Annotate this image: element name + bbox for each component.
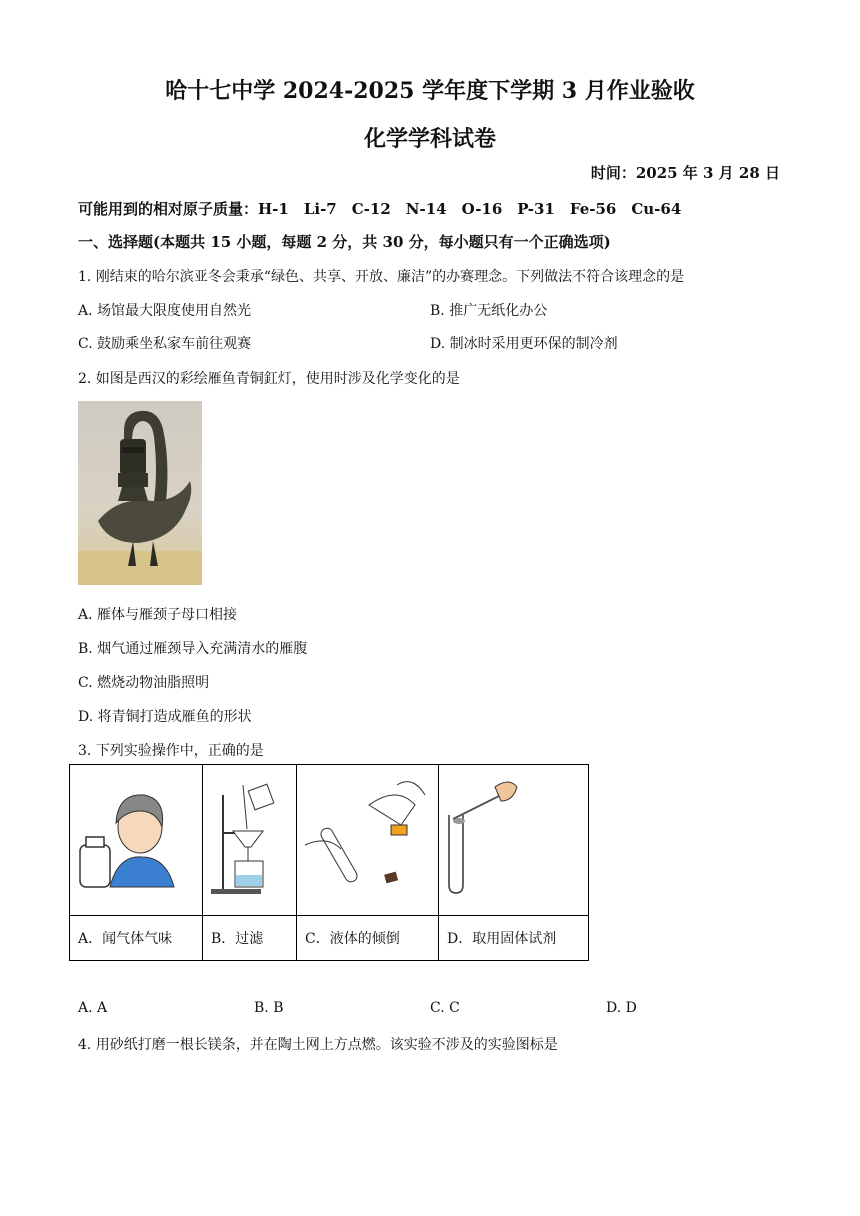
- q1-option-b: B. 推广无纸化办公: [430, 303, 548, 319]
- atomic-mass-line: 可能用到的相对原子质量：H-1 Li-7 C-12 N-14 O-16 P-31 Fe-56 Cu-64: [78, 200, 682, 218]
- q3-option-b: B. B: [254, 1000, 284, 1016]
- q1-option-c: C. 鼓励乘坐私家车前往观赛: [78, 336, 252, 352]
- q3-option-d: D. D: [606, 1000, 637, 1016]
- question-2-stem: 2. 如图是西汉的彩绘雁鱼青铜釭灯，使用时涉及化学变化的是: [78, 371, 460, 387]
- question-4-stem: 4. 用砂纸打磨一根长镁条，并在陶土网上方点燃。该实验不涉及的实验图标是: [78, 1037, 558, 1053]
- q3-option-a: A. A: [78, 1000, 108, 1016]
- option-c-label: C．液体的倾倒: [297, 916, 439, 961]
- question-1-stem: 1. 刚结束的哈尔滨亚冬会秉承“绿色、共享、开放、廉洁”的办赛理念。下列做法不符合该理念的是: [78, 269, 685, 285]
- smell-gas-figure: [70, 765, 203, 916]
- option-a-label: A．闻气体气味: [70, 916, 203, 961]
- question-3-stem: 3. 下列实验操作中，正确的是: [78, 743, 264, 759]
- q3-option-c: C. C: [430, 1000, 460, 1016]
- exam-title: 哈十七中学 2024-2025 学年度下学期 3 月作业验收: [165, 78, 695, 104]
- pouring-liquid-figure: [297, 765, 439, 916]
- exam-subtitle: 化学学科试卷: [363, 126, 496, 152]
- q2-option-b: B. 烟气通过雁颈导入充满清水的雁腹: [78, 641, 308, 657]
- q2-option-a: A. 雁体与雁颈子母口相接: [78, 607, 238, 623]
- filtration-figure: [203, 765, 297, 916]
- experiment-table: [69, 764, 589, 961]
- section-heading: 一、选择题(本题共 15 小题，每题 2 分，共 30 分，每小题只有一个正确选项): [78, 233, 611, 251]
- q2-option-c: C. 燃烧动物油脂照明: [78, 675, 210, 691]
- option-d-label: D．取用固体试剂: [439, 916, 589, 961]
- solid-reagent-figure: [439, 765, 589, 916]
- bronze-lamp-photo: [78, 401, 202, 585]
- exam-time: 时间：2025 年 3 月 28 日: [590, 164, 780, 182]
- option-b-label: B．过滤: [203, 916, 297, 961]
- q1-option-a: A. 场馆最大限度使用自然光: [78, 303, 252, 319]
- q1-option-d: D. 制冰时采用更环保的制冷剂: [430, 336, 618, 352]
- q2-option-d: D. 将青铜打造成雁鱼的形状: [78, 709, 252, 725]
